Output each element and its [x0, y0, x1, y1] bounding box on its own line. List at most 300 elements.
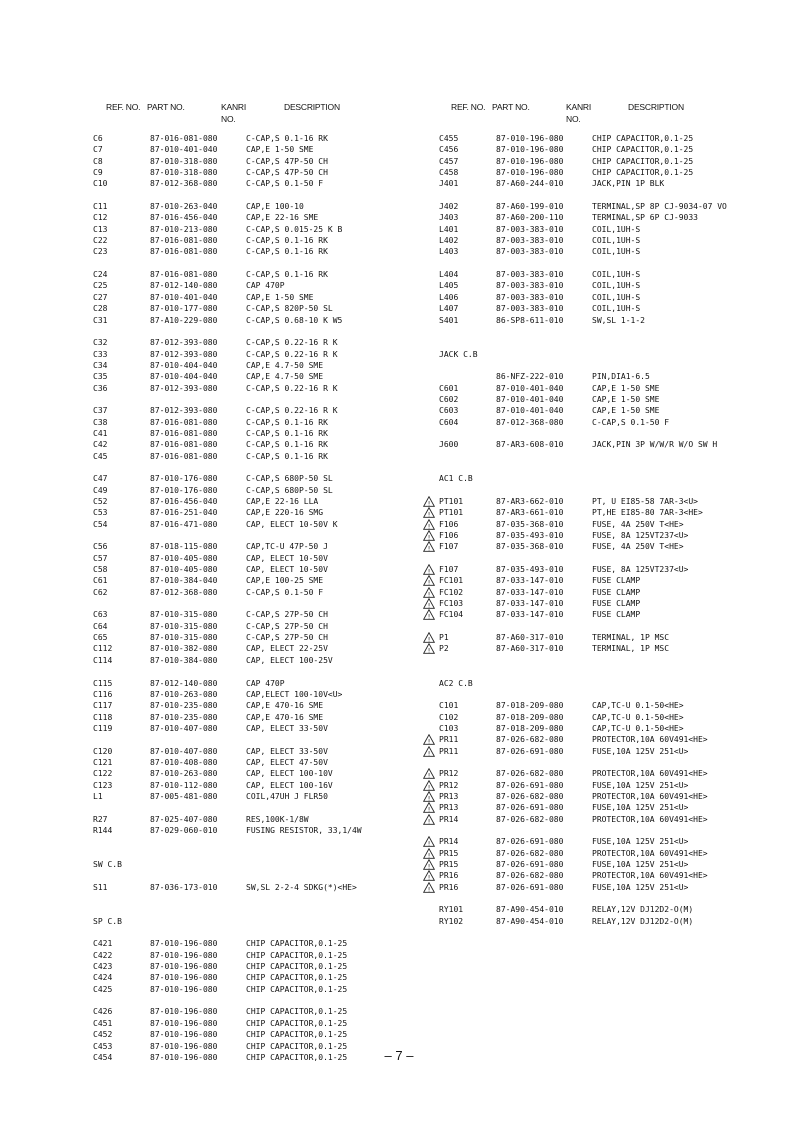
- part-no: 87-026-691-080: [496, 746, 564, 756]
- description: TERMINAL,SP 8P CJ-9034-07 VO: [592, 202, 727, 212]
- description: COIL,47UH J FLR50: [246, 791, 328, 801]
- ref-no: C41: [93, 428, 108, 438]
- svg-text:!: !: [427, 839, 431, 848]
- part-no: 87-010-401-040: [496, 394, 564, 404]
- ref-no: C101: [439, 701, 459, 711]
- description: CAP,E 1-50 SME: [592, 394, 660, 404]
- part-no: 87-A10-229-080: [150, 315, 218, 325]
- part-no: 87-010-196-080: [150, 939, 218, 949]
- ref-no: PR14: [439, 814, 459, 824]
- ref-no: C9: [93, 168, 103, 178]
- part-no: 87-012-140-080: [150, 281, 218, 291]
- part-no: 87-003-383-010: [496, 236, 564, 246]
- description: COIL,1UH-S: [592, 281, 641, 291]
- part-no: 87-003-383-010: [496, 292, 564, 302]
- description: RELAY,12V DJ12D2-O(M): [592, 916, 694, 926]
- description: CAP,TC-U 0.1-50<HE>: [592, 701, 684, 711]
- description: PT,HE EI85-80 7AR-3<HE>: [592, 508, 703, 518]
- safety-warning-icon: [423, 564, 435, 575]
- part-no: 87-010-196-080: [150, 973, 218, 983]
- part-no: 87-010-196-080: [150, 984, 218, 994]
- description: PROTECTOR,10A 60V491<HE>: [592, 848, 708, 858]
- svg-text:!: !: [427, 544, 431, 553]
- ref-no: C12: [93, 213, 108, 223]
- ref-no: L401: [439, 224, 459, 234]
- ref-no: C13: [93, 224, 108, 234]
- ref-no: C421: [93, 939, 113, 949]
- ref-no: C35: [93, 372, 108, 382]
- description: C-CAP,S 0.1-50 F: [246, 587, 324, 597]
- description: TERMINAL,SP 6P CJ-9033: [592, 213, 698, 223]
- ref-no: L402: [439, 236, 459, 246]
- description: FUSE, 4A 250V T<HE>: [592, 542, 684, 552]
- part-no: 87-033-147-010: [496, 587, 564, 597]
- svg-text:!: !: [427, 499, 431, 507]
- ref-no: RY102: [439, 916, 464, 926]
- description-header: DESCRIPTION: [628, 102, 684, 112]
- part-no: 87-026-682-080: [496, 871, 564, 881]
- description: CAP,E 22-16 SME: [246, 213, 319, 223]
- ref-no: FC104: [439, 610, 464, 620]
- description: CAP,E 1-50 SME: [246, 292, 314, 302]
- description: C-CAP,S 0.1-16 RK: [246, 428, 328, 438]
- part-no: 87-010-263-080: [150, 689, 218, 699]
- ref-no: C57: [93, 553, 108, 563]
- part-no: 87-026-682-080: [496, 848, 564, 858]
- part-no: 87-016-456-040: [150, 497, 218, 506]
- ref-no: C102: [439, 712, 459, 722]
- description: PROTECTOR,10A 60V491<HE>: [592, 814, 708, 824]
- ref-no: P1: [439, 633, 449, 643]
- ref-no: P2: [439, 644, 449, 654]
- part-no: 87-016-081-080: [150, 428, 218, 438]
- ref-no: C451: [93, 1018, 113, 1028]
- ref-no: C24: [93, 270, 108, 280]
- part-no: 87-035-493-010: [496, 565, 564, 575]
- description: C-CAP,S 0.22-16 R K: [246, 383, 338, 393]
- safety-warning-icon: [423, 587, 435, 598]
- ref-no: C7: [93, 145, 103, 155]
- safety-warning-icon: [423, 507, 435, 518]
- part-no: 87-010-315-080: [150, 610, 218, 620]
- part-no: 87-026-691-080: [496, 837, 564, 847]
- kanri-no-header: NO.: [221, 114, 236, 124]
- part-no: 87-029-060-010: [150, 825, 218, 835]
- ref-no: PR13: [439, 803, 459, 813]
- ref-no: C455: [439, 134, 459, 143]
- ref-no: FC103: [439, 599, 464, 609]
- part-no-header: PART NO.: [492, 102, 530, 112]
- part-no: 87-010-408-080: [150, 757, 218, 767]
- description: CHIP CAPACITOR,0.1-25: [246, 962, 348, 972]
- description: CHIP CAPACITOR,0.1-25: [246, 1018, 348, 1028]
- description: CHIP CAPACITOR,0.1-25: [246, 984, 348, 994]
- ref-no: C458: [439, 168, 459, 178]
- ref-no: R144: [93, 825, 113, 835]
- part-no: 87-010-196-080: [150, 1052, 218, 1062]
- description: C-CAP,S 0.1-50 F: [246, 179, 324, 189]
- ref-no: C28: [93, 304, 108, 314]
- safety-warning-icon: [423, 859, 435, 870]
- ref-no: C123: [93, 780, 113, 790]
- svg-text:!: !: [427, 578, 431, 587]
- part-no: 87-016-081-080: [150, 247, 218, 257]
- description: C-CAP,S 47P-50 CH: [246, 168, 328, 178]
- kanri-header: KANRI: [566, 102, 591, 112]
- description: RELAY,12V DJ12D2-O(M): [592, 905, 694, 915]
- section-title: SP C.B: [93, 916, 122, 926]
- part-no: 87-018-209-080: [496, 712, 564, 722]
- description: C-CAP,S 47P-50 CH: [246, 156, 328, 166]
- ref-no: C31: [93, 315, 108, 325]
- description: CHIP CAPACITOR,0.1-25: [592, 156, 694, 166]
- ref-no: C602: [439, 394, 459, 404]
- ref-no: C10: [93, 179, 108, 189]
- svg-text:!: !: [427, 771, 431, 780]
- ref-no: C117: [93, 701, 113, 711]
- part-no: 87-010-112-080: [150, 780, 218, 790]
- description: CAP,E 1-50 SME: [592, 406, 660, 416]
- description: CAP 470P: [246, 281, 285, 291]
- description-header: DESCRIPTION: [284, 102, 340, 112]
- svg-text:!: !: [427, 567, 431, 576]
- part-no: 87-010-235-080: [150, 701, 218, 711]
- part-no: 87-018-209-080: [496, 723, 564, 733]
- safety-warning-icon: [423, 791, 435, 802]
- part-no: 87-036-173-010: [150, 882, 218, 892]
- ref-no: C58: [93, 565, 108, 575]
- part-no: 87-010-384-040: [150, 576, 218, 586]
- section-title: SW C.B: [93, 860, 122, 869]
- description: C-CAP,S 0.1-16 RK: [246, 417, 328, 427]
- description: CAP,ELECT 100-10V<U>: [246, 689, 343, 699]
- ref-no: C63: [93, 610, 108, 620]
- svg-text:!: !: [427, 635, 431, 644]
- description: COIL,1UH-S: [592, 247, 641, 257]
- description: CAP, ELECT 10-50V K: [246, 519, 338, 529]
- description: CHIP CAPACITOR,0.1-25: [592, 134, 694, 143]
- section-title: AC1 C.B: [439, 474, 473, 484]
- description: CAP 470P: [246, 678, 285, 688]
- safety-warning-icon: [423, 519, 435, 530]
- ref-no: C61: [93, 576, 108, 586]
- ref-no: F107: [439, 542, 459, 552]
- ref-no: C103: [439, 723, 459, 733]
- ref-no: PR11: [439, 746, 459, 756]
- ref-no: C118: [93, 712, 113, 722]
- part-no: 87-016-081-080: [150, 417, 218, 427]
- ref-no: PR16: [439, 882, 459, 892]
- part-no: 87-026-691-080: [496, 860, 564, 869]
- svg-text:!: !: [427, 782, 431, 791]
- part-no: 87-018-209-080: [496, 701, 564, 711]
- description: CAP,E 100-10: [246, 202, 304, 212]
- ref-no: C603: [439, 406, 459, 416]
- ref-no: L407: [439, 304, 459, 314]
- svg-text:!: !: [427, 862, 431, 870]
- part-no: 87-AR3-662-010: [496, 497, 564, 506]
- description: C-CAP,S 0.1-50 F: [592, 417, 670, 427]
- ref-no: C53: [93, 508, 108, 518]
- ref-no: C37: [93, 406, 108, 416]
- part-no: 87-010-404-040: [150, 360, 218, 370]
- ref-no: L1: [93, 791, 103, 801]
- description: COIL,1UH-S: [592, 304, 641, 314]
- part-no: 87-010-318-080: [150, 156, 218, 166]
- part-no: 87-AR3-608-010: [496, 440, 564, 450]
- ref-no: FC102: [439, 587, 464, 597]
- ref-no: C65: [93, 633, 108, 643]
- description: CAP, ELECT 100-10V: [246, 769, 333, 779]
- description: C-CAP,S 0.1-16 RK: [246, 247, 328, 257]
- description: SW,SL 1-1-2: [592, 315, 645, 325]
- description: FUSE, 8A 125VT237<U>: [592, 531, 689, 541]
- part-no: 87-010-401-040: [496, 383, 564, 393]
- svg-text:!: !: [427, 794, 431, 802]
- part-no: 87-010-196-080: [496, 156, 564, 166]
- part-no: 87-010-196-080: [150, 1030, 218, 1040]
- ref-no: C601: [439, 383, 459, 393]
- ref-no: C114: [93, 655, 113, 665]
- ref-no: C454: [93, 1052, 113, 1062]
- ref-no: C426: [93, 1007, 113, 1017]
- description: FUSE,10A 125V 251<U>: [592, 780, 689, 790]
- part-no: 87-003-383-010: [496, 247, 564, 257]
- safety-warning-icon: [423, 575, 435, 586]
- safety-warning-icon: [423, 609, 435, 620]
- description: C-CAP,S 0.1-16 RK: [246, 236, 328, 246]
- ref-no: L406: [439, 292, 459, 302]
- description: PROTECTOR,10A 60V491<HE>: [592, 871, 708, 881]
- ref-no: C112: [93, 644, 113, 654]
- part-no: 87-010-196-080: [496, 134, 564, 143]
- part-no: 87-033-147-010: [496, 599, 564, 609]
- ref-no: PR12: [439, 780, 459, 790]
- part-no: 86-SP8-611-010: [496, 315, 564, 325]
- ref-no: C452: [93, 1030, 113, 1040]
- description: CAP,E 1-50 SME: [246, 145, 314, 155]
- part-no: 87-010-263-040: [150, 202, 218, 212]
- part-no: 87-010-404-040: [150, 372, 218, 382]
- part-no: 87-035-493-010: [496, 531, 564, 541]
- part-no: 87-026-682-080: [496, 791, 564, 801]
- description: C-CAP,S 27P-50 CH: [246, 633, 328, 643]
- description: CAP,TC-U 47P-50 J: [246, 542, 328, 552]
- description: COIL,1UH-S: [592, 270, 641, 280]
- ref-no: C456: [439, 145, 459, 155]
- part-no: 87-010-401-040: [150, 145, 218, 155]
- ref-no: L404: [439, 270, 459, 280]
- ref-no: C22: [93, 236, 108, 246]
- ref-no: C32: [93, 338, 108, 348]
- description: C-CAP,S 0.1-16 RK: [246, 451, 328, 461]
- part-no: 86-NFZ-222-010: [496, 372, 564, 382]
- safety-warning-icon: [423, 598, 435, 609]
- part-no: 87-010-384-080: [150, 655, 218, 665]
- ref-no: C423: [93, 962, 113, 972]
- ref-no: C115: [93, 678, 113, 688]
- description: FUSE,10A 125V 251<U>: [592, 803, 689, 813]
- part-no: 87-010-196-080: [496, 145, 564, 155]
- svg-text:!: !: [427, 805, 431, 814]
- description: CHIP CAPACITOR,0.1-25: [246, 1052, 348, 1062]
- description: PIN,DIA1-6.5: [592, 372, 650, 382]
- description: FUSE,10A 125V 251<U>: [592, 860, 689, 869]
- safety-warning-icon: [423, 734, 435, 745]
- description: CHIP CAPACITOR,0.1-25: [246, 973, 348, 983]
- description: CAP,TC-U 0.1-50<HE>: [592, 723, 684, 733]
- part-no: 87-026-682-080: [496, 735, 564, 745]
- svg-text:!: !: [427, 737, 431, 746]
- part-no: 87-016-081-080: [150, 270, 218, 280]
- part-no: 87-012-393-080: [150, 406, 218, 416]
- ref-no: FC101: [439, 576, 464, 586]
- description: CAP, ELECT 10-50V: [246, 553, 328, 563]
- part-no: 87-016-471-080: [150, 519, 218, 529]
- description: C-CAP,S 0.68-10 K W5: [246, 315, 343, 325]
- ref-no: C52: [93, 497, 108, 506]
- ref-no-header: REF. NO.: [106, 102, 141, 112]
- part-no: 87-010-196-080: [150, 1007, 218, 1017]
- description: C-CAP,S 0.1-16 RK: [246, 270, 328, 280]
- part-no: 87-012-368-080: [496, 417, 564, 427]
- ref-no: J403: [439, 213, 459, 223]
- svg-text:!: !: [427, 816, 431, 825]
- description: FUSE CLAMP: [592, 576, 641, 586]
- description: RES,100K-1/8W: [246, 814, 309, 824]
- part-no: 87-010-405-080: [150, 565, 218, 575]
- ref-no: PR15: [439, 848, 459, 858]
- part-no: 87-010-407-080: [150, 746, 218, 756]
- ref-no: C604: [439, 417, 459, 427]
- description: C-CAP,S 0.015-25 K B: [246, 224, 343, 234]
- part-no: 87-A60-244-010: [496, 179, 564, 189]
- description: TERMINAL, 1P MSC: [592, 644, 670, 654]
- part-no: 87-A90-454-010: [496, 916, 564, 926]
- safety-warning-icon: [423, 632, 435, 643]
- part-no: 87-010-315-080: [150, 633, 218, 643]
- part-no: 87-005-481-080: [150, 791, 218, 801]
- part-no: 87-A60-317-010: [496, 633, 564, 643]
- part-no: 87-035-368-010: [496, 542, 564, 552]
- ref-no: R27: [93, 814, 108, 824]
- part-no: 87-010-405-080: [150, 553, 218, 563]
- ref-no: PT101: [439, 497, 464, 506]
- ref-no: C38: [93, 417, 108, 427]
- part-no: 87-010-318-080: [150, 168, 218, 178]
- description: CHIP CAPACITOR,0.1-25: [246, 939, 348, 949]
- safety-warning-icon: [423, 814, 435, 825]
- ref-no: C49: [93, 485, 108, 495]
- safety-warning-icon: [423, 530, 435, 541]
- description: CAP, ELECT 47-50V: [246, 757, 328, 767]
- ref-no: C27: [93, 292, 108, 302]
- ref-no: J402: [439, 202, 459, 212]
- safety-warning-icon: [423, 643, 435, 654]
- description: COIL,1UH-S: [592, 224, 641, 234]
- svg-text:!: !: [427, 646, 431, 655]
- ref-no: C6: [93, 134, 103, 143]
- part-no: 87-012-368-080: [150, 179, 218, 189]
- part-no: 87-010-196-080: [150, 1018, 218, 1028]
- description: CHIP CAPACITOR,0.1-25: [592, 168, 694, 178]
- part-no: 87-016-081-080: [150, 440, 218, 450]
- description: C-CAP,S 820P-50 SL: [246, 304, 333, 314]
- ref-no: C121: [93, 757, 113, 767]
- description: FUSE,10A 125V 251<U>: [592, 746, 689, 756]
- ref-no: C47: [93, 474, 108, 484]
- part-no: 87-010-177-080: [150, 304, 218, 314]
- svg-text:!: !: [427, 510, 431, 519]
- svg-text:!: !: [427, 612, 431, 621]
- description: FUSE, 8A 125VT237<U>: [592, 565, 689, 575]
- part-no: 87-026-682-080: [496, 769, 564, 779]
- description: CAP, ELECT 33-50V: [246, 746, 328, 756]
- section-title: JACK C.B: [439, 349, 478, 359]
- description: CHIP CAPACITOR,0.1-25: [246, 1007, 348, 1017]
- part-no: 87-018-115-080: [150, 542, 218, 552]
- ref-no: J600: [439, 440, 459, 450]
- part-no: 87-010-315-080: [150, 621, 218, 631]
- part-no: 87-026-682-080: [496, 814, 564, 824]
- description: CHIP CAPACITOR,0.1-25: [246, 1041, 348, 1051]
- svg-text:!: !: [427, 884, 431, 893]
- description: C-CAP,S 0.22-16 R K: [246, 338, 338, 348]
- description: CAP, ELECT 10-50V: [246, 565, 328, 575]
- svg-text:!: !: [427, 533, 431, 542]
- ref-no: PR12: [439, 769, 459, 779]
- part-no: 87-A90-454-010: [496, 905, 564, 915]
- description: CAP,E 4.7-50 SME: [246, 372, 324, 382]
- part-no: 87-025-407-080: [150, 814, 218, 824]
- ref-no: C56: [93, 542, 108, 552]
- ref-no: C33: [93, 349, 108, 359]
- part-no: 87-010-407-080: [150, 723, 218, 733]
- description: CAP,E 100-25 SME: [246, 576, 324, 586]
- description: C-CAP,S 27P-50 CH: [246, 621, 328, 631]
- ref-no: J401: [439, 179, 459, 189]
- safety-warning-icon: [423, 870, 435, 881]
- ref-no: L403: [439, 247, 459, 257]
- description: PT, U EI85-58 7AR-3<U>: [592, 497, 698, 506]
- description: PROTECTOR,10A 60V491<HE>: [592, 735, 708, 745]
- ref-no: C422: [93, 950, 113, 960]
- part-no: 87-010-196-080: [150, 1041, 218, 1051]
- description: CAP,E 4.7-50 SME: [246, 360, 324, 370]
- ref-no: C116: [93, 689, 113, 699]
- ref-no: C424: [93, 973, 113, 983]
- description: CHIP CAPACITOR,0.1-25: [592, 145, 694, 155]
- ref-no: C45: [93, 451, 108, 461]
- description: C-CAP,S 0.1-16 RK: [246, 134, 328, 143]
- description: C-CAP,S 680P-50 SL: [246, 485, 333, 495]
- description: FUSE CLAMP: [592, 599, 641, 609]
- ref-no: C34: [93, 360, 108, 370]
- part-no: 87-012-393-080: [150, 349, 218, 359]
- description: C-CAP,S 0.1-16 RK: [246, 440, 328, 450]
- part-no: 87-010-401-040: [150, 292, 218, 302]
- safety-warning-icon: [423, 541, 435, 552]
- ref-no: F107: [439, 565, 459, 575]
- description: FUSE CLAMP: [592, 587, 641, 597]
- description: CAP,E 220-16 SMG: [246, 508, 324, 518]
- safety-warning-icon: [423, 882, 435, 893]
- description: PROTECTOR,10A 60V491<HE>: [592, 791, 708, 801]
- part-no: 87-003-383-010: [496, 270, 564, 280]
- ref-no: C457: [439, 156, 459, 166]
- ref-no: PR13: [439, 791, 459, 801]
- ref-no: PR15: [439, 860, 459, 869]
